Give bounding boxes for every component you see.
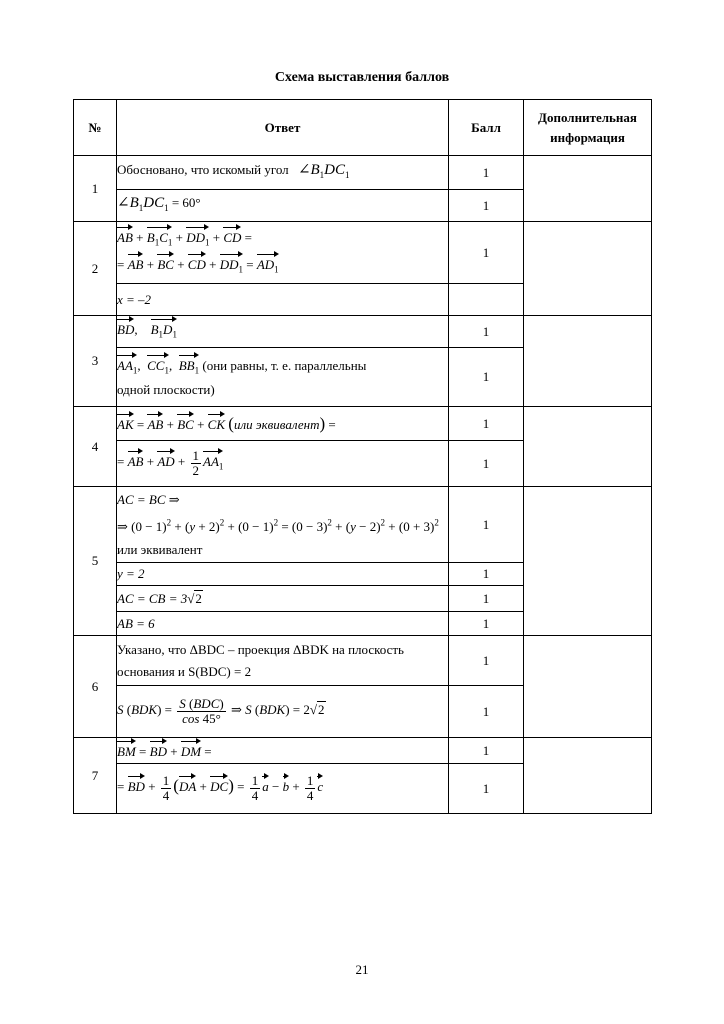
page-title: Схема выставления баллов xyxy=(274,70,450,85)
header-num: № xyxy=(74,100,117,156)
task-number: 6 xyxy=(74,636,117,738)
vector-formula: AK = AB + BC + CK (или эквивалент) = xyxy=(117,413,336,433)
vector-formula: BD, $B_1D_1$ xyxy=(117,322,177,337)
answer-cell xyxy=(117,407,449,441)
answer-cell xyxy=(117,190,449,222)
score-cell: 1 xyxy=(449,764,524,814)
vector-formula: = AB + AD + $\frac{1}{2}$ $AA_1$ xyxy=(117,448,224,478)
score-cell xyxy=(449,284,524,316)
angle-formula: $\angle B_1DC_1$ xyxy=(117,195,169,213)
table-row xyxy=(74,407,652,441)
answer-cell xyxy=(117,612,449,636)
answer-cell xyxy=(117,284,449,316)
info-cell xyxy=(524,487,652,636)
score-cell: 1 xyxy=(449,190,524,222)
score-cell: 1 xyxy=(449,612,524,636)
page-number: 21 xyxy=(355,962,369,977)
answer-text: (они равны, т. е. параллельны xyxy=(202,357,367,373)
score-cell: 1 xyxy=(449,563,524,586)
answer-text-continued: основания и S(BDC) = 2 xyxy=(117,663,252,679)
answer-cell xyxy=(117,764,449,814)
header-answer: Ответ xyxy=(117,100,449,156)
score-cell: 1 xyxy=(449,222,524,284)
info-cell xyxy=(524,156,652,222)
task-number: 4 xyxy=(74,407,117,487)
task-number: 7 xyxy=(74,738,117,814)
answer-cell xyxy=(117,348,449,407)
task-number: 5 xyxy=(74,487,117,636)
answer-text: или эквивалент xyxy=(233,416,320,432)
info-cell xyxy=(524,316,652,407)
score-cell: 1 xyxy=(449,586,524,612)
answer-cell xyxy=(117,222,449,284)
answer-text: x = –2 xyxy=(117,291,152,307)
vector-formula: = BD + $\frac{1}{4}$ (DA + DC) = $\frac{1}{4}$ a − b + $\frac{1}{4}$ c xyxy=(117,773,324,803)
score-cell: 1 xyxy=(449,441,524,487)
header-row xyxy=(74,100,652,156)
info-cell xyxy=(524,738,652,814)
header-extra-line1: Дополнительная xyxy=(538,109,637,125)
scoring-table xyxy=(73,99,652,814)
vector-formula: $AA_1$, $CC_1$, $BB_1$ xyxy=(117,358,199,373)
answer-cell xyxy=(117,156,449,190)
area-formula: S (BDK) = $\frac{\text{S (BDC)}}{\cos 45^\circ}$ ⇒ S (BDK) = 2√2 xyxy=(117,696,325,726)
answer-text: y = 2 xyxy=(117,566,145,581)
distance-formula: AC = BC ⇒ xyxy=(117,492,180,508)
score-cell: 1 xyxy=(449,487,524,563)
score-cell: 1 xyxy=(449,738,524,764)
info-cell xyxy=(524,636,652,738)
score-cell: 1 xyxy=(449,686,524,738)
answer-cell xyxy=(117,686,449,738)
angle-formula: $\angle B_1DC_1$ xyxy=(297,162,350,180)
task-number: 2 xyxy=(74,222,117,316)
answer-cell: AC = CB = 3√2 xyxy=(117,586,449,612)
table-row xyxy=(74,222,652,284)
answer-text: AC = CB = 3 xyxy=(117,590,188,606)
score-cell: 1 xyxy=(449,407,524,441)
answer-text: Обосновано, что искомый угол xyxy=(117,162,289,177)
answer-cell xyxy=(117,563,449,586)
table-row xyxy=(74,316,652,348)
vector-formula: AB + $B_1C_1 + DD_1$ + CD = xyxy=(117,230,252,245)
task-number: 1 xyxy=(74,156,117,222)
answer-cell xyxy=(117,487,449,563)
info-cell xyxy=(524,222,652,316)
table-row xyxy=(74,738,652,764)
answer-text: или эквивалент xyxy=(117,541,203,557)
vector-formula: = AB + BC + CD + $DD_1 = AD_1$ xyxy=(117,257,279,272)
score-cell: 1 xyxy=(449,348,524,407)
distance-formula: ⇒ $(0 - 1)^2 + (y + 2)^2 + (0 - 1)^2 = (0 - 3)^2 + (y - 2)^2 + (0 + 3)^2$ xyxy=(117,517,439,534)
score-cell: 1 xyxy=(449,316,524,348)
answer-text: AB = 6 xyxy=(117,615,155,631)
score-cell: 1 xyxy=(449,156,524,190)
score-cell: 1 xyxy=(449,636,524,686)
answer-text: Указано, что ΔBDC – проекция ΔBDK на плоскость xyxy=(117,641,404,657)
header-extra-line2: информация xyxy=(550,129,625,145)
info-cell xyxy=(524,407,652,487)
answer-text-continued: одной плоскости) xyxy=(117,382,215,398)
task-number: 3 xyxy=(74,316,117,407)
answer-cell xyxy=(117,738,449,764)
header-extra-info xyxy=(524,100,652,156)
table-row xyxy=(74,636,652,686)
table-row xyxy=(74,487,652,563)
answer-cell xyxy=(117,636,449,686)
answer-cell xyxy=(117,441,449,487)
table-row xyxy=(74,156,652,190)
answer-cell xyxy=(117,316,449,348)
answer-text: = 60° xyxy=(171,195,201,210)
vector-formula: BM = BD + DM = xyxy=(117,744,212,759)
header-score: Балл xyxy=(449,100,524,156)
